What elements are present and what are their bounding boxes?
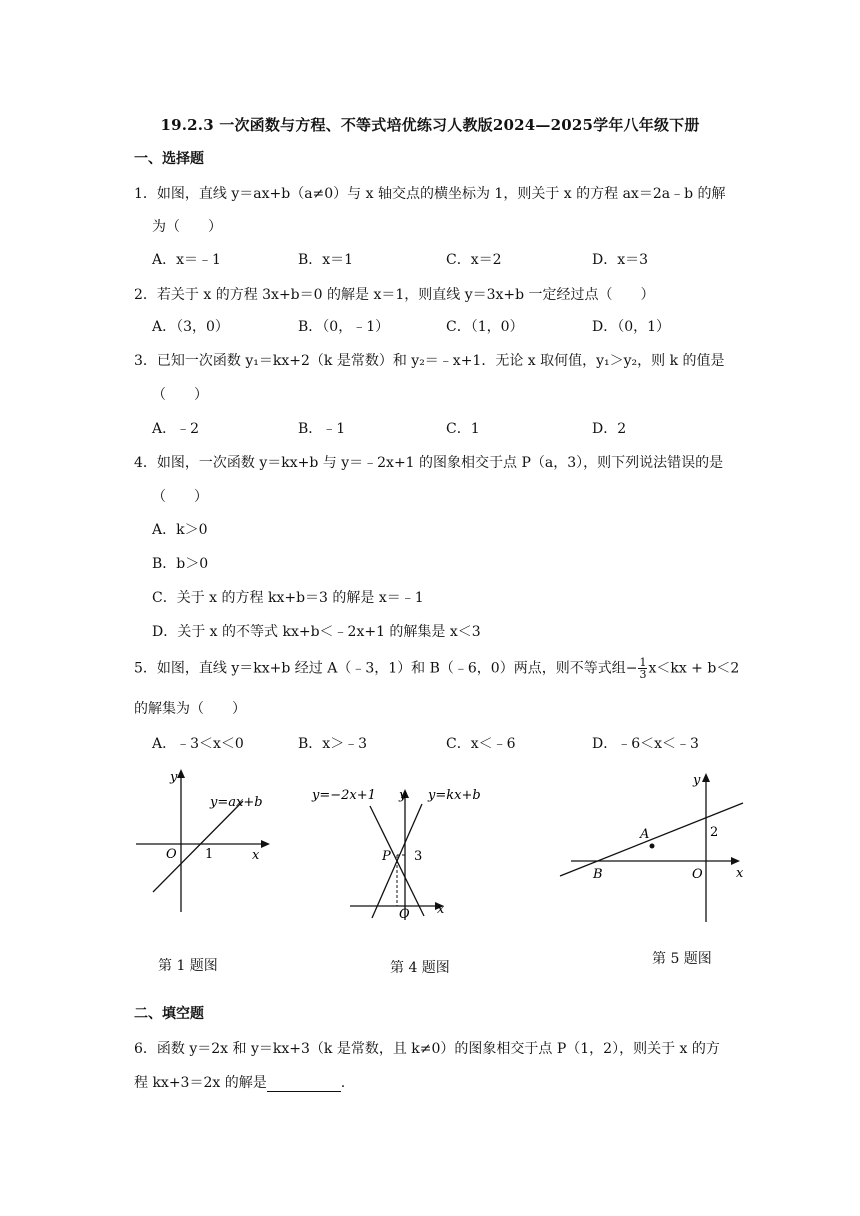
line-label: y=ax+b [210, 795, 263, 810]
question-3-line1: 3．已知一次函数 y₁＝kx+2（k 是常数）和 y₂＝﹣x+1．无论 x 取何值，y₁＞y₂，则 k 的值是 [134, 353, 725, 369]
x-axis-label: x [437, 902, 445, 917]
figure-5-caption: 第 5 题图 [652, 951, 712, 967]
y-axis-label: y [693, 773, 701, 788]
answer-blank [267, 1077, 341, 1092]
point-label: P [382, 849, 391, 864]
fraction-numerator: 1 [639, 656, 647, 669]
question-6-line2 [134, 1072, 345, 1092]
question-5-option-b: B．x＞﹣3 [298, 736, 368, 752]
question-2-option-b: B．（0，﹣1） [298, 319, 390, 335]
question-4-option-d: D．关于 x 的不等式 kx+b＜﹣2x+1 的解集是 x＜3 [152, 624, 481, 640]
question-2-line1: 2．若关于 x 的方程 3x+b＝0 的解是 x＝1，则直线 y＝3x+b 一定经过点（ ） [134, 287, 655, 303]
question-3-option-d: D．2 [592, 421, 627, 437]
question-3-option-c: C．1 [446, 421, 480, 437]
tick-label: 1 [205, 847, 214, 862]
figure-5 [555, 766, 755, 926]
question-3-option-b: B．﹣1 [298, 421, 346, 437]
question-4-line2: （ ） [152, 489, 208, 505]
question-4-option-b: B．b＞0 [152, 556, 209, 572]
x-axis-arrow [731, 857, 740, 865]
question-1-line1: 1．如图，直线 y＝ax+b（a≠0）与 x 轴交点的横坐标为 1，则关于 x 的方程 ax＝2a﹣b 的解 [134, 186, 726, 202]
figure-4-caption: 第 4 题图 [390, 960, 450, 976]
question-1-option-b: B．x＝1 [298, 252, 354, 268]
figure-1 [130, 764, 280, 916]
question-5-option-a: A．﹣3＜x＜0 [152, 736, 244, 752]
question-5-option-c: C．x＜﹣6 [446, 736, 516, 752]
question-1-option-d: D．x＝3 [592, 252, 649, 268]
x-axis-arrow [261, 840, 270, 848]
question-1-option-c: C．x＝2 [446, 252, 502, 268]
line-1-label: y=−2x+1 [312, 788, 376, 803]
question-5-line2: 的解集为（ ） [134, 701, 246, 717]
page-title: 19.2.3 一次函数与方程、不等式培优练习人教版2024—2025学年八年级下册 [160, 116, 700, 134]
question-1-line2: 为（ ） [152, 219, 222, 235]
question-3-option-a: A．﹣2 [152, 421, 200, 437]
question-4-option-c: C．关于 x 的方程 kx+b＝3 的解是 x＝﹣1 [152, 590, 424, 606]
section-title-choice: 一、选择题 [134, 151, 204, 167]
y-axis-label: y [170, 770, 178, 785]
x-axis-label: x [736, 866, 744, 881]
question-5-line1 [134, 657, 739, 680]
question-6-text: 程 kx+3＝2x 的解是 [134, 1075, 267, 1091]
point-b-label: B [593, 867, 603, 882]
figure-1-caption: 第 1 题图 [158, 958, 218, 974]
point-a-label: A [640, 827, 650, 842]
question-5-text: 5．如图，直线 y＝kx+b 经过 A（﹣3，1）和 B（﹣6，0）两点，则不等式组− [134, 660, 638, 677]
x-axis-label: x [252, 848, 260, 863]
tick-label: 2 [710, 825, 719, 840]
question-2-option-d: D．（0，1） [592, 319, 671, 335]
origin-label: O [166, 847, 177, 862]
question-4-option-a: A．k＞0 [152, 522, 208, 538]
y-axis-arrow [177, 769, 185, 778]
section-title-fill: 二、填空题 [134, 1006, 204, 1022]
origin-label: O [692, 867, 703, 882]
question-6-line1: 6．函数 y＝2x 和 y＝kx+3（k 是常数，且 k≠0）的图象相交于点 P（1，2），则关于 x 的方 [134, 1041, 720, 1057]
question-5-text-tail: x＜kx + b＜2 [648, 660, 740, 677]
y-axis-label: y [399, 788, 407, 803]
question-1-option-a: A．x＝﹣1 [152, 252, 221, 268]
fraction-denominator: 3 [639, 668, 647, 681]
question-2-option-a: A．（3，0） [152, 319, 229, 335]
question-2-option-c: C．（1，0） [446, 319, 524, 335]
y-axis-arrow [702, 773, 710, 782]
tick-label: 3 [414, 849, 423, 864]
line-2-label: y=kx+b [428, 788, 481, 803]
question-5-option-d: D．﹣6＜x＜﹣3 [592, 736, 699, 752]
question-4-line1: 4．如图，一次函数 y＝kx+b 与 y＝﹣2x+1 的图象相交于点 P（a，3），则下列说法错误的是 [134, 455, 724, 471]
fraction [638, 657, 647, 680]
question-3-line2: （ ） [152, 387, 208, 403]
question-6-end: . [340, 1075, 346, 1091]
figure-4 [310, 782, 490, 922]
point-a-marker [650, 844, 655, 849]
origin-label: O [399, 907, 410, 922]
